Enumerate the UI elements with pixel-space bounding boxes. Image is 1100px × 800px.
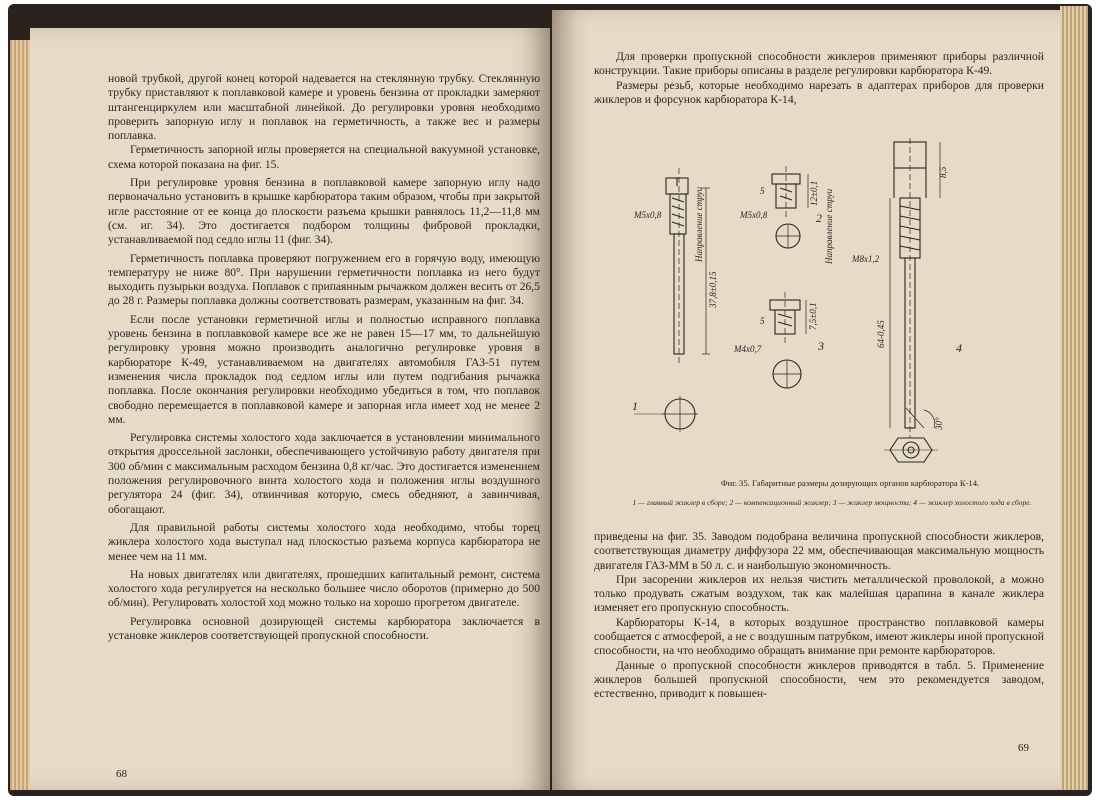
paragraph: Если после установки герметичной иглы и полностью исправного поплавка уровень бензина в поплавковой камере все же не равен 15—17 мм, то дальнейшую регулировку уровня можно производить аналогично регулировке уровня в карбюраторе К-49, устанавливаемом на двигателях автомобиля ГАЗ-51 путем изменения числа прокладок под седлом иглы или путем подгибания рычажка поплавка. После окончания регулировки необходимо убедиться в том, что поплавок свободно перемещается в поплавковой камере и запорная игла имеет ход не менее 2 мм. [108,312,540,426]
flow-direction-label: Направление струи [824,188,834,264]
page-number: 68 [116,768,127,780]
paragraph: На новых двигателях или двигателях, прошедших капитальный ремонт, система холостого хода регулируется на несколько большее число оборотов (примерно до 500 об/мин). Регулировать холостой ход можно только на хорошо прогретом двигателе. [108,567,540,610]
right-page-text-top [594,50,1044,107]
paragraph: приведены на фиг. 35. Заводом подобрана величина пропускной способности жиклеров, соответствующая диаметру диффузора 22 мм, обеспечивающая максимальную мощность двигателя ГАЗ-ММ в 50 л. с. и наибольшую экономичность. [594,530,1044,572]
paragraph: Герметичность поплавка проверяют погружением его в горячую воду, имеющую температуру не ниже 80°. При нарушении герметичности поплавка из него будут выходить пузырьки воздуха. Поплавок с припаянным рычажком должен весить от 26,5 до 28 г. Размеры поплавка должны соответствовать размерам, указанным на фиг. 34. [108,251,540,308]
page-edges-left [10,40,32,790]
page-edges-right [1060,6,1088,790]
paragraph: При засорении жиклеров их нельзя чистить металлической проволокой, а можно только продувать сжатым воздухом, так как малейшая царапина в канале жиклера изменяет его пропускную способность. [594,572,1044,615]
right-page-text-bottom [594,530,1044,702]
figure-legend: 1 — главный жиклер в сборе; 2 — компенсационный жиклер; 3 — жиклер мощности; 4 — жиклер холостого хода в сборе. [632,498,1032,507]
page-number: 69 [1018,742,1029,754]
number-label: 4 [956,341,962,355]
thread-label-1: M5x0,8 [634,210,662,220]
jet-2-drawing [772,166,808,248]
thread-label-2: M5x0,8 [740,210,768,220]
left-page-text [108,72,540,643]
paragraph: Размеры резьб, которые необходимо нарезать в адаптерах приборов для проверки жиклеров и форсунок карбюратора К-14, [594,78,1044,106]
jet-3-drawing [770,292,806,388]
figure-35-drawing [594,138,1034,528]
dimension-label: 37,8±0,15 [708,271,718,308]
paragraph: Для правильной работы системы холостого хода необходимо, чтобы торец жиклера холостого хода выступал над плоскостью разъема корпуса карбюратора не менее чем на 11 мм. [108,520,540,563]
right-page [552,10,1060,790]
paragraph: Регулировка основной дозирующей системы карбюратора заключается в установке жиклеров соответствующей пропускной способности. [108,614,540,642]
jet-4-drawing [884,138,940,462]
number-label: 1 [632,399,638,413]
thread-label-4: M8x1,2 [852,254,880,264]
paragraph: Регулировка системы холостого хода заключается в установлении минимального открытия дроссельной заслонки, обеспечивающего устойчивую работу двигателя при 300 об/мин с максимальным расходом бензина 0,8 кг/час. Это достигается изменением положения регулировочного винта холостого хода и положения иглы воздушного регулятора 24 (фиг. 34), отвинчивая которую, смесь обедняют, а завинчивая, обогащают. [108,431,540,516]
left-page [30,28,550,790]
dimension-label: 12±0,1 [809,180,819,206]
figure-caption: Фиг. 35. Габаритные размеры дозирующих органов карбюратора К-14. [720,478,980,488]
flow-direction-label: Направление струи [694,186,704,262]
paragraph: Карбюраторы К-14, в которых воздушное пространство поплавковой камеры сообщается с атмосферой, а не с воздушным патрубком, имеют жиклеры иной пропускной способности, на что необходимо обращать внимание при ремонте карбюраторов. [594,615,1044,658]
dimension-label: 5 [760,186,765,196]
paragraph: новой трубкой, другой конец которой надевается на стеклянную трубку. Стеклянную трубку приставляют к поплавковой камере и уровень бензина от прокладки замеряют штангенциркулем или масштабной линейкой. До регулировки уровня необходимо проверить запорную иглу и поплавок на герметичность, а также вес и размеры поплавка. [108,72,540,143]
number-label: 3 [818,339,824,353]
dimension-label: 64-0,45 [876,320,886,348]
dimension-label: 7,5±0,1 [808,302,818,330]
thread-label-3: M4x0,7 [734,344,762,354]
paragraph: Данные о пропускной способности жиклеров приводятся в табл. 5. Применение жиклеров большей пропускной способности, чем это рекомендуется заводом, естественно, приводит к повышен- [594,658,1044,701]
paragraph: Герметичность запорной иглы проверяется на специальной вакуумной установке, схема которой показана на фиг. 15. [108,143,540,171]
paragraph: Для проверки пропускной способности жиклеров применяют приборы различной конструкции. Такие приборы описаны в разделе регулировки карбюратора К-49. [594,50,1044,78]
number-label: 2 [816,211,822,225]
dimension-label: 5 [760,316,765,326]
paragraph: При регулировке уровня бензина в поплавковой камере запорную иглу надо первоначально установить в крышке карбюратора таким образом, чтобы при закрытой игле расстояние от ее конца до плоскости разъема крышки равнялось 11,2—11,8 мм (см. иг. 34). Это достигается подбором толщины фибровой прокладки, устанавливаемой под седло иглы 11 (фиг. 34). [108,176,540,247]
angle-label: 30° [934,417,944,430]
dimension-label: 8,5 [938,166,948,178]
